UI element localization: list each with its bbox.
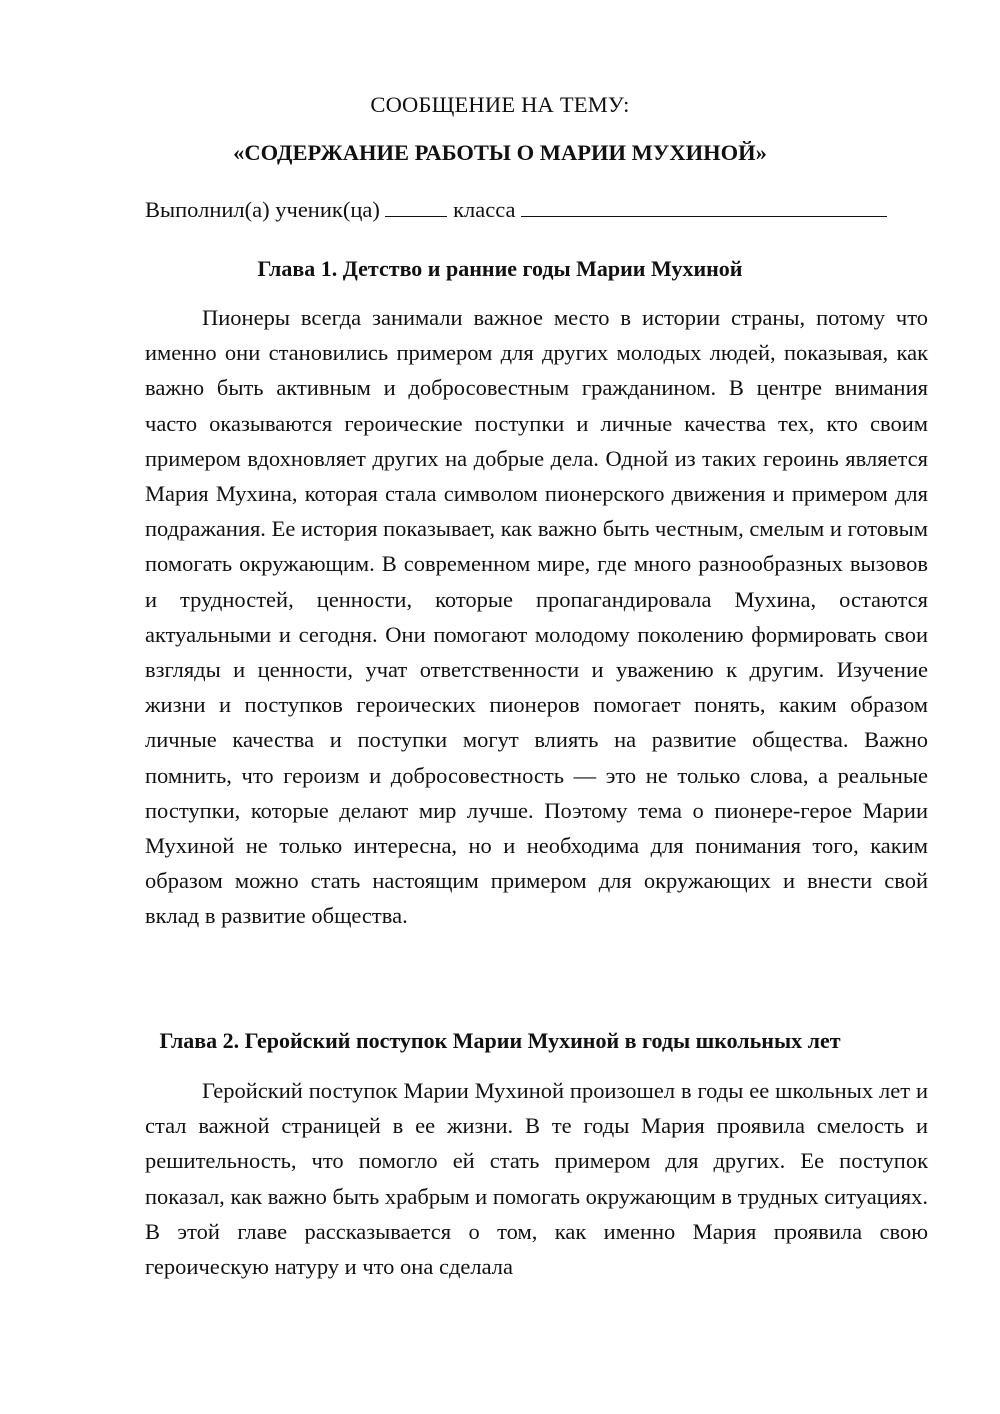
byline-class-label: класса [453,197,516,222]
chapter1-paragraph: Пионеры всегда занимали важное место в истории страны, потому что именно они становились примером для других молодых людей, показывая, как важно быть активным и добросовестным гражданином. В центре внимания часто оказываются героические поступки и личные качества тех, кто своим примером вдохновляет других на добрые дела. Одной из таких героинь является Мария Мухина, которая стала символом пионерского движения и примером для подражания. Ее история показывает, как важно быть честным, смелым и готовым помогать окружающим. В современном мире, где много разнообразных вызовов и трудностей, ценности, которые пропагандировала Мухина, остаются актуальными и сегодня. Они помогают молодому поколению формировать свои взгляды и ценности, учат ответственности и уважению к другим. Изучение жизни и поступков героических пионеров помогает понять, каким образом личные качества и поступки могут влиять на развитие общества. Важно помнить, что героизм и добросовестность — это не только слова, а реальные поступки, которые делают мир лучше. Поэтому тема о пионере-герое Марии Мухиной не только интересна, но и необходима для понимания того, каким образом можно стать настоящим примером для окружающих и внести свой вклад в развитие общества. [145,305,928,929]
chapter2-paragraph: Геройский поступок Марии Мухиной произошел в годы ее школьных лет и стал важной страницей в ее жизни. В те годы Мария проявила смелость и решительность, что помогло ей стать примером для других. Ее поступок показал, как важно быть храбрым и помогать окружающим в трудных ситуациях. В этой главе рассказывается о том, как именно Мария проявила свою героическую натуру и что она сделала [145,1078,928,1280]
chapter2-heading: Глава 2. Геройский поступок Марии Мухиной в годы школьных лет [159,1028,841,1053]
document-title-line1: СООБЩЕНИЕ НА ТЕМУ: [370,92,630,117]
byline-prefix: Выполнил(а) ученик(ца) [145,197,380,222]
byline [145,196,935,223]
document-title-line2: «СОДЕРЖАНИЕ РАБОТЫ О МАРИИ МУХИНОЙ» [233,140,767,165]
grade-blank-field[interactable] [385,196,447,217]
chapter1-heading: Глава 1. Детство и ранние годы Марии Мухиной [257,256,743,281]
name-blank-field[interactable] [521,196,887,217]
